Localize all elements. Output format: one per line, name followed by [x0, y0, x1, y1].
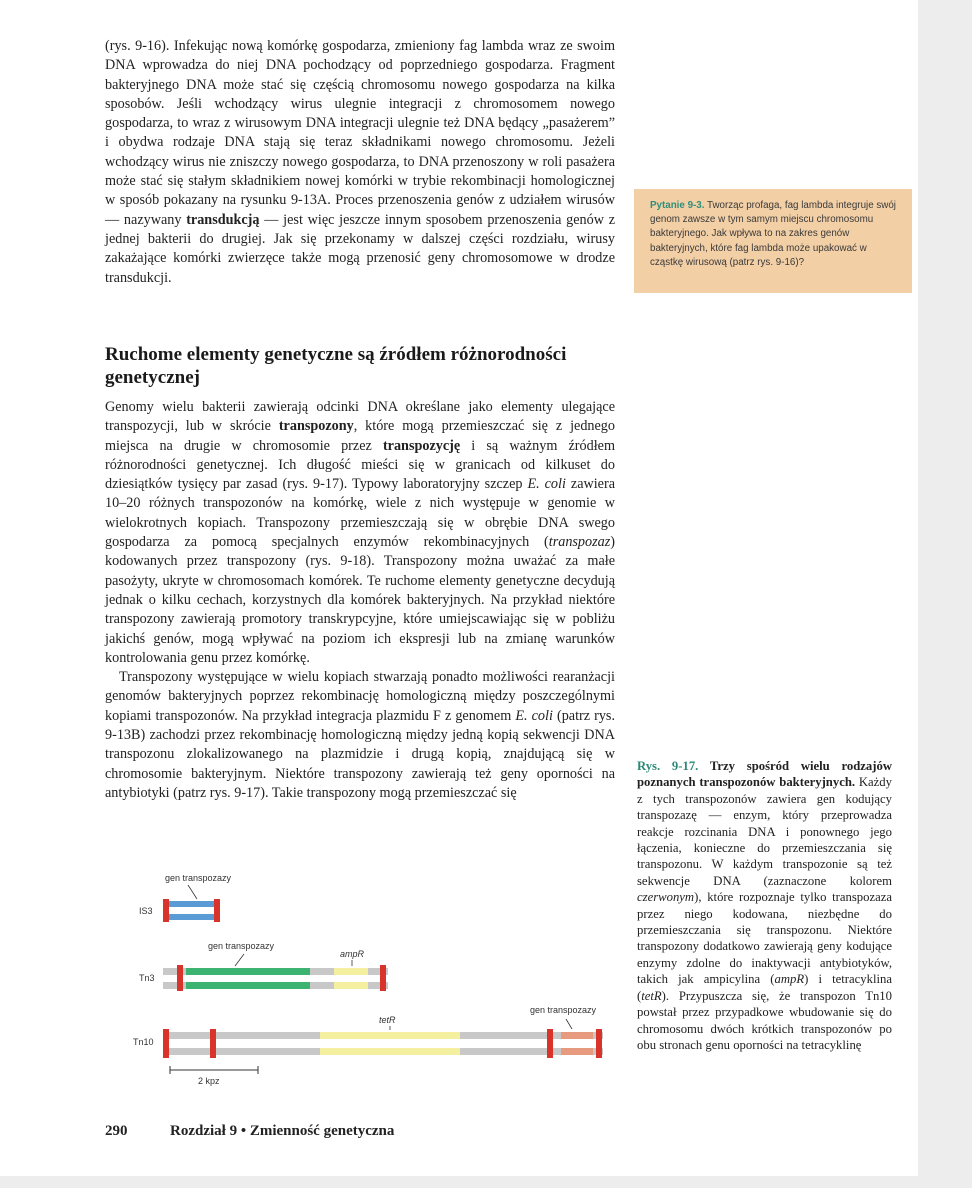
tn3-pointer — [235, 954, 244, 966]
tetR-label: tetR — [379, 1015, 396, 1025]
tn10-end-4 — [596, 1029, 602, 1058]
is3-transposase-gene-top — [163, 901, 219, 907]
term-transposition: transpozycję — [382, 437, 461, 454]
section-heading: Ruchome elementy genetyczne są źródłem różnorodności genetycznej — [105, 344, 567, 388]
ampR-label: ampR — [340, 949, 365, 959]
page-footer — [105, 1123, 605, 1140]
tn3-element — [163, 954, 388, 991]
tn10-label: Tn10 — [133, 1037, 154, 1047]
is3-right-end — [214, 899, 220, 922]
tn10-end-2 — [210, 1029, 216, 1058]
tn10-tetR-gene-bottom — [320, 1048, 460, 1055]
tn3-right-end — [380, 965, 386, 991]
term-transposons: transpozony — [278, 418, 354, 435]
body-paragraph-2: Transpozony występujące w wielu kopiach stwarzają ponadto możliwości rearanżacji genomów bakteryjnych poprzez rekombinację homologiczną między poszczególnymi kopiami transpozonów. Na przykład integracja plazmidu F z genomem E. coli (patrz rys. 9-13B) zachodzi przez rekombinację homologiczną między jedną kopią sekwencji DNA transpozonu zlokalizowanego na plazmidzie i drugą kopią, znajdującą się w chromosomie bakteryjnym. Niektóre transpozony zawierają też geny oporności na antybiotyki (patrz rys. 9-17). Takie transpozony mogą przemieszczać się — [105, 669, 616, 801]
tn3-ampR-gene-bottom — [334, 982, 368, 989]
question-text: Tworząc profaga, fag lambda integruje swój genom zawsze w tym samym miejscu chromosomu bakteryjnego. Jak wpływa to na zakres genów bakteryjnych, które fag lambda może upakować w cząstkę wirusową (patrz rys. 9-16)? — [650, 200, 896, 268]
tn10-tetR-gene-top — [320, 1032, 460, 1039]
tn3-label: Tn3 — [139, 973, 155, 983]
tn10-pointer — [566, 1019, 572, 1029]
tn10-transposase-gene-bottom — [561, 1048, 593, 1055]
body-paragraph-1: Genomy wielu bakterii zawierają odcinki DNA określane jako elementy ulegające transpozycji, lub w skrócie transpozony, które mogą przemieszczać się z jednego miejsca na drugie w chromosomie przez transpozycję i są ważnym źródłem różnorodności genetycznej. Ich długość mieści się w granicach od kilkuset do dziesiątków tysięcy par zasad (rys. 9-17). Typowy laboratoryjny szczep E. coli zawiera 10–20 różnych transpozonów na komórkę, wiele z nich występuje w genomie w wielokrotnych kopiach. Transpozony przemieszczają się w obrębie DNA swego gospodarza za pomocą specjalnych enzymów rekombinacyjnych (transpozaz) kodowanych przez transpozony (rys. 9-18). Transpozony można uważać za małe pasożyty, ukryte w chromosomach komórek. Te ruchome elementy genetyczne decydują jednak o kilku cechach, korzystnych dla komórek bakteryjnych. Na przykład niektóre transpozony zawierają promotory transkrypcyjne, które umiejscawiając się w pobliżu jakichś genów, mogą wpływać na poziom ich ekspresji lub na zmianę warunków kontrolowania genu przez komórkę. — [105, 399, 615, 666]
caption-number: Rys. 9-17. — [637, 759, 699, 773]
is3-element — [163, 885, 220, 922]
is3-transposase-gene-bottom — [163, 914, 219, 920]
tn10-end-1 — [163, 1029, 169, 1058]
is3-pointer — [188, 885, 197, 899]
intro-text: (rys. 9-16). Infekując nową komórkę gospodarza, zmieniony fag lambda wraz ze swoim DNA wprowadza do niej DNA pochodzący od poprzedniego gospodarza. Fragment bakteryjnego DNA może stać się częścią chromosomu nowego gospodarza na kilka sposobów. Jeśli wchodzący wirus ulegnie integracji z chromosomem nowego gospodarza, to wraz z wirusowym DNA integracji ulegnie też DNA będący „pasażerem” i obydwa rodzaje DNA stają się teraz składnikami nowego chromosomu. Jeżeli wchodzący wirus nie zniszczy nowego gospodarza, to DNA przenoszony w roli pasażera może stać się stałym składnikiem nowej komórki w trybie rekombinacji homologicznej w sposób pokazany na rysunku 9-13A. Proces przenoszenia genów z udziałem wirusów — nazywany transdukcją — jest więc jeszcze innym sposobem przenoszenia genów z jednej bakterii do drugiej. Jak się przekonamy w dalszej części rozdziału, wirusy zakażające komórki zwierzęce także mogą przenosić geny chromosomowe w drodze transdukcji. — [105, 38, 615, 286]
tn3-left-end — [177, 965, 183, 991]
page-number: 290 — [105, 1123, 128, 1139]
chapter-title: Rozdział 9 • Zmienność genetyczna — [170, 1123, 395, 1139]
tn10-end-3 — [547, 1029, 553, 1058]
tn3-ampR-gene-top — [334, 968, 368, 975]
term-transduction: transdukcją — [186, 211, 260, 228]
question-label: Pytanie 9-3. — [650, 200, 705, 211]
tn3-transposase-gene-top — [186, 968, 310, 975]
scale-label: 2 kpz — [198, 1076, 220, 1086]
scale-bar — [170, 1066, 258, 1074]
figure-caption: Rys. 9-17. Trzy spośród wielu rodzajów poznanych transpozonów bakteryjnych. Każdy z tych transpozonów zawiera gen kodujący transpozazę — enzym, który przeprowadza reakcje rozcinania DNA i ponownego jego łączenia, konieczne do przemieszczania się transpozonu. W każdym transpozonie są też sekwencje DNA (zaznaczone kolorem czerwonym), które rozpoznaje tylko transpozaza przez niego kodowana, niezbędne do przemieszczania się transpozonu. Niektóre transpozony dodatkowo zawierają geny kodujące enzymy zdolne do inaktywacji antybiotyków, takich jak ampicylina (ampR) i tetracyklina (tetR). Przypuszcza się, że transpozon Tn10 powstał przez przypadkowe wbudowanie się do chromosomu dwóch krótkich transpozonów po obu stronach genu oporności na tetracyklinę — [637, 759, 892, 1052]
tn3-transposase-label: gen transpozazy — [208, 941, 275, 951]
is3-left-end — [163, 899, 169, 922]
is3-transposase-label: gen transpozazy — [165, 873, 232, 883]
tn3-transposase-gene-bottom — [186, 982, 310, 989]
caption-title: Trzy spośród wielu rodzajów poznanych transpozonów bakteryjnych. — [637, 759, 892, 790]
tn10-transposase-gene-top — [561, 1032, 593, 1039]
is3-label: IS3 — [139, 906, 153, 916]
tn10-transposase-label: gen transpozazy — [530, 1005, 597, 1015]
